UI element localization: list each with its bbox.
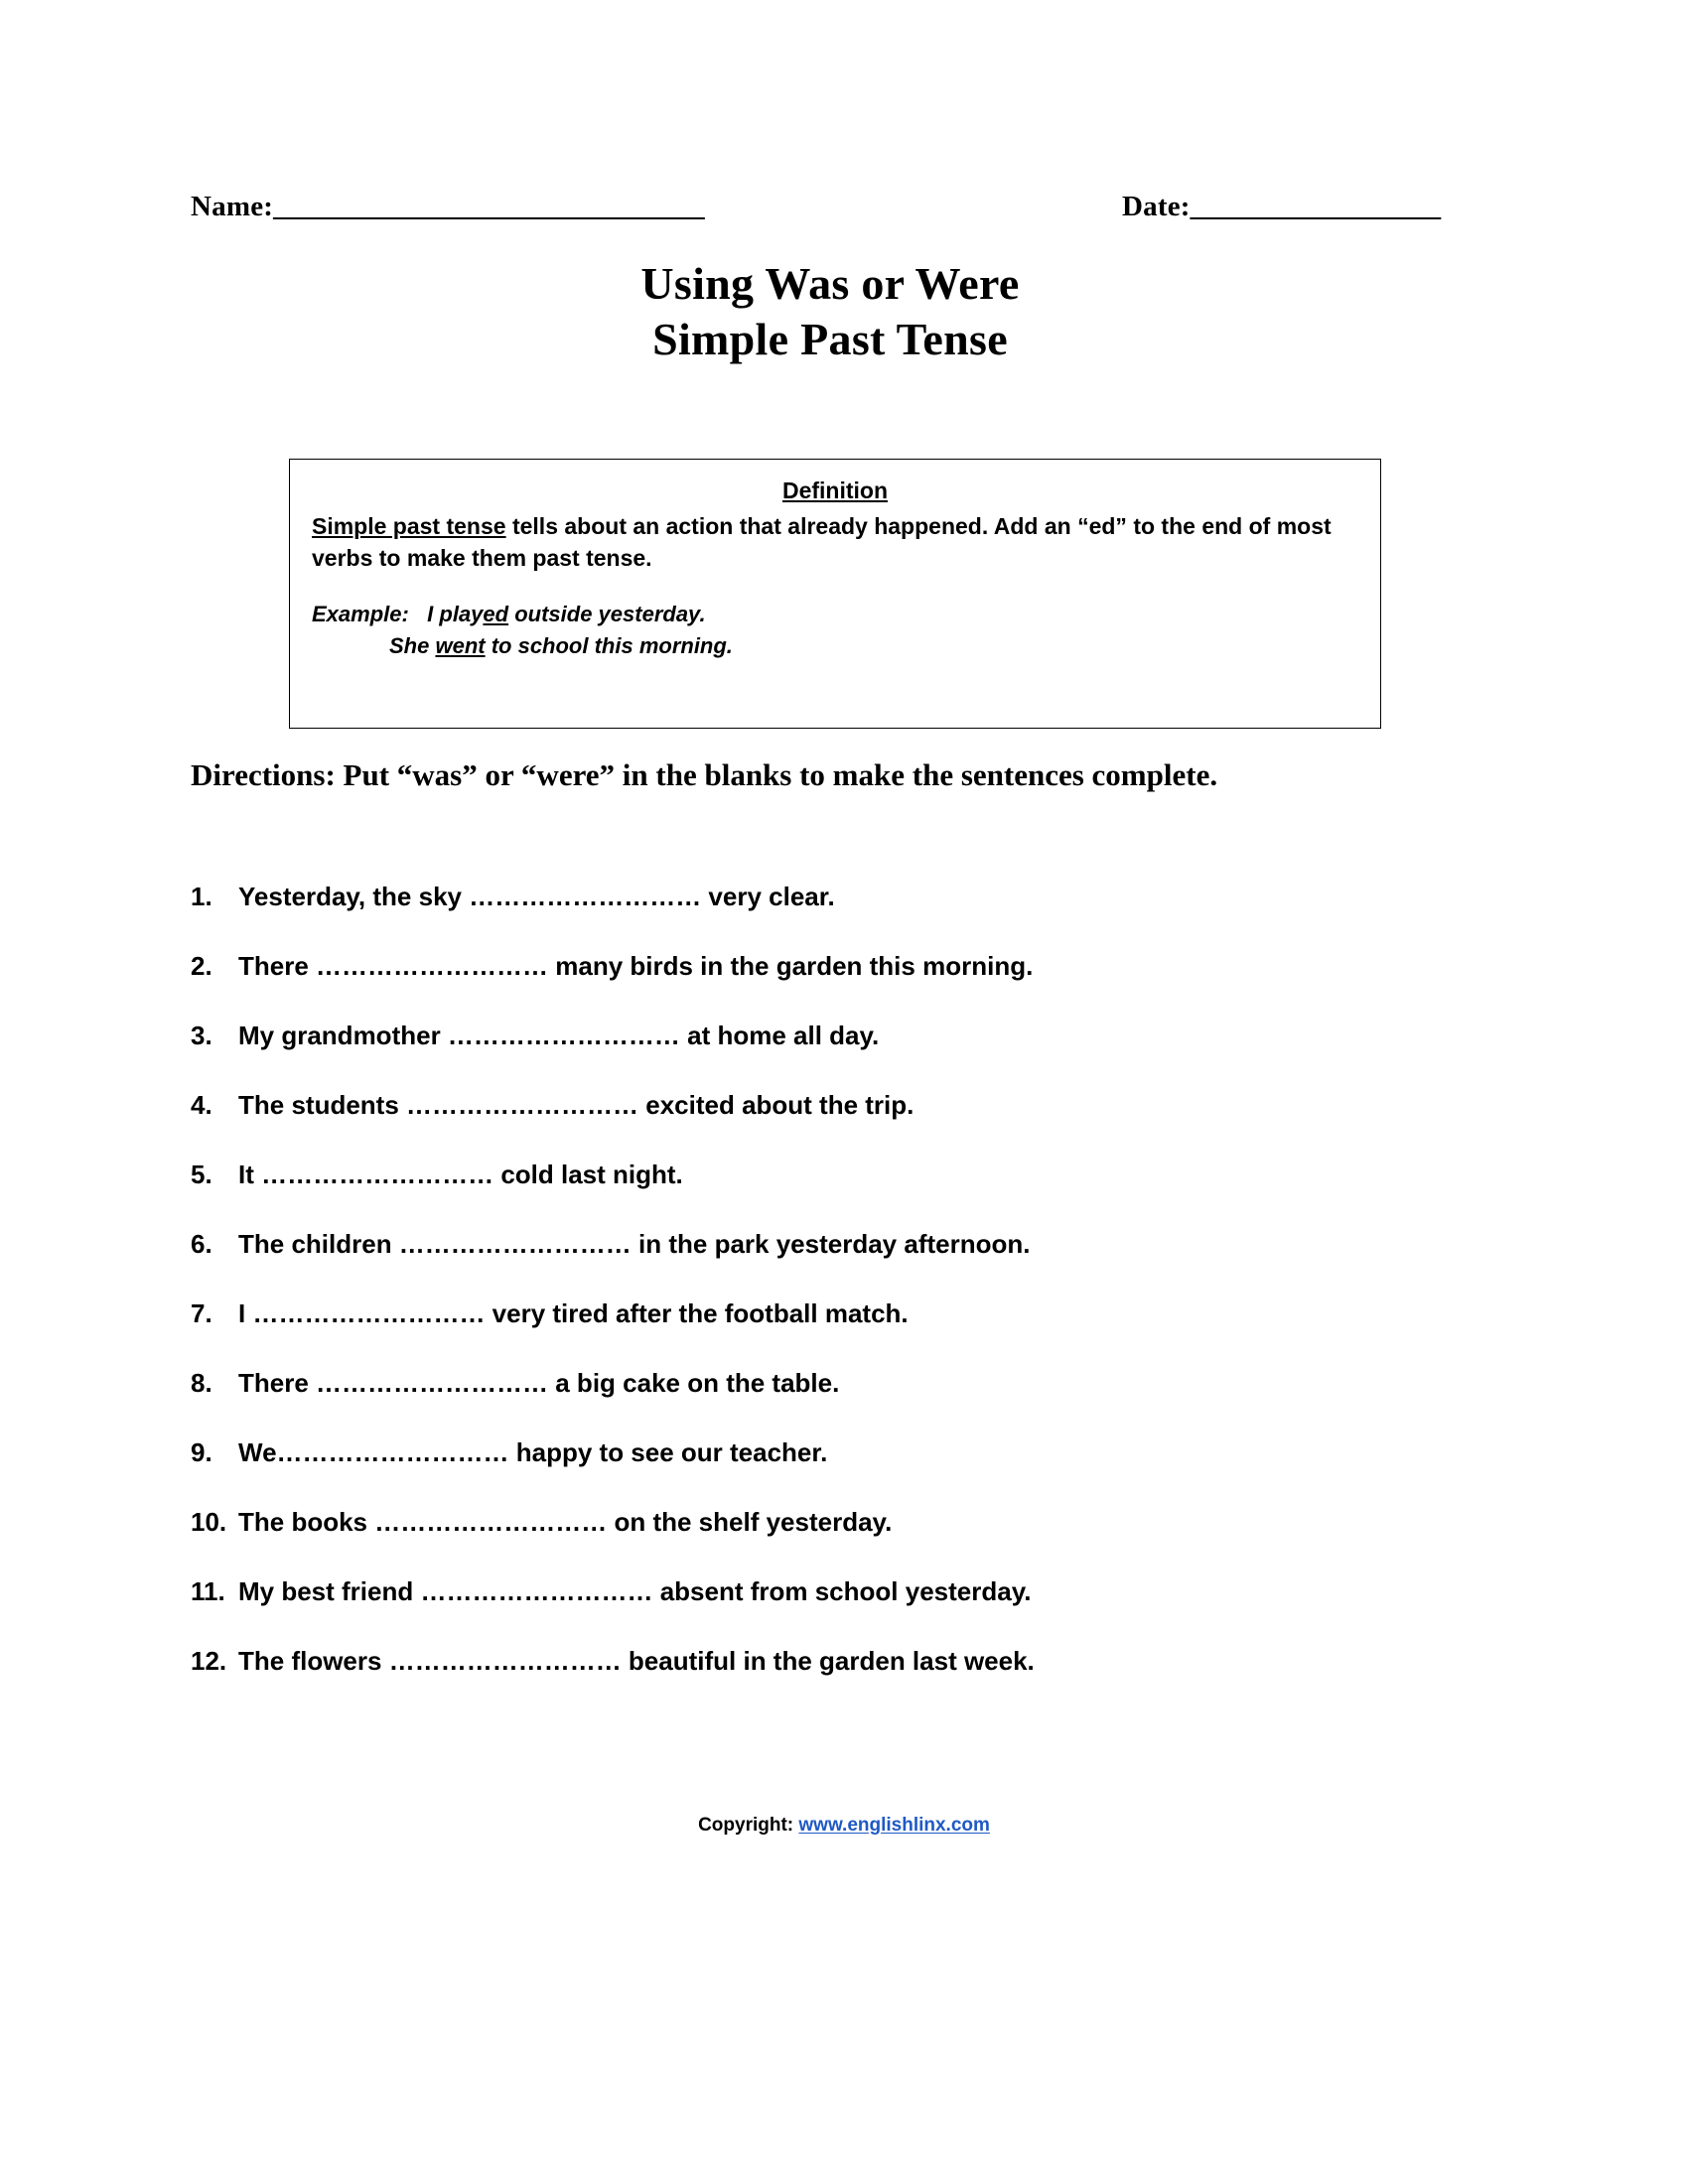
example-line-1: [312, 599, 1358, 629]
question-number: 11.: [191, 1576, 225, 1606]
question-text[interactable]: I ……………………… very tired after the football match.: [238, 1298, 909, 1328]
example-label: Example:: [312, 602, 409, 627]
definition-heading: Definition: [781, 478, 889, 503]
question-item: [191, 951, 1481, 1021]
question-number: 4.: [191, 1090, 212, 1120]
definition-body: [312, 511, 1358, 574]
question-item: [191, 882, 1481, 951]
title-line-1: Using Was or Were: [640, 258, 1020, 309]
example-1-post: outside yesterday.: [508, 602, 706, 627]
question-number: 6.: [191, 1229, 212, 1259]
name-blank-line[interactable]: _______________________________: [273, 191, 705, 222]
definition-examples: [312, 599, 1358, 660]
question-item: [191, 1160, 1481, 1229]
question-item: [191, 1298, 1481, 1368]
example-1-underlined: ed: [483, 602, 509, 627]
example-2-post: to school this morning.: [485, 632, 733, 658]
question-item: [191, 1368, 1481, 1437]
question-text[interactable]: The children ……………………… in the park yesterday afternoon.: [238, 1229, 1031, 1259]
question-text[interactable]: The books ……………………… on the shelf yesterday.: [238, 1507, 893, 1537]
footer-copyright: [0, 1815, 1688, 1837]
question-text[interactable]: The flowers ……………………… beautiful in the garden last week.: [238, 1646, 1035, 1676]
question-number: 10.: [191, 1507, 227, 1537]
question-text[interactable]: We……………………… happy to see our teacher.: [238, 1437, 828, 1467]
copyright-label: Copyright:: [698, 1815, 799, 1836]
directions-text: Directions: Put “was” or “were” in the blanks to make the sentences complete.: [191, 757, 1218, 792]
question-text[interactable]: My grandmother ……………………… at home all day.: [238, 1021, 880, 1050]
question-text[interactable]: My best friend ……………………… absent from school yesterday.: [238, 1576, 1032, 1606]
name-field-group: [191, 191, 704, 223]
englishlinx-link[interactable]: www.englishlinx.com: [798, 1815, 990, 1836]
example-1-pre: I play: [427, 602, 484, 627]
question-number: 9.: [191, 1437, 212, 1467]
date-label: Date:: [1122, 191, 1191, 222]
question-number: 12.: [191, 1646, 227, 1676]
question-item: [191, 1576, 1481, 1646]
question-text[interactable]: Yesterday, the sky ……………………… very clear.: [238, 882, 835, 911]
example-2-underlined: went: [435, 632, 486, 658]
name-date-row: [191, 191, 1470, 238]
definition-term: Simple past tense: [312, 513, 506, 539]
page-title: [191, 256, 1470, 367]
question-text[interactable]: There ……………………… a big cake on the table.: [238, 1368, 840, 1398]
questions-list: [191, 882, 1481, 1715]
question-item: [191, 1090, 1481, 1160]
question-text[interactable]: There ……………………… many birds in the garden this morning.: [238, 951, 1034, 981]
date-field-group: [1122, 191, 1441, 223]
example-line-2: [312, 630, 1358, 661]
question-item: [191, 1229, 1481, 1298]
date-blank-line[interactable]: __________________: [1190, 191, 1441, 222]
example-2-pre: She: [389, 632, 436, 658]
question-number: 7.: [191, 1298, 212, 1328]
name-label: Name:: [191, 191, 274, 222]
title-line-2: Simple Past Tense: [652, 314, 1008, 365]
question-item: [191, 1507, 1481, 1576]
question-number: 3.: [191, 1021, 212, 1050]
question-text[interactable]: It ……………………… cold last night.: [238, 1160, 683, 1189]
question-number: 1.: [191, 882, 212, 911]
question-text[interactable]: The students ……………………… excited about the trip.: [238, 1090, 914, 1120]
definition-body-rest: tells about an action that already happened. Add an “ed” to the end of most verbs to make them past tense.: [312, 513, 1332, 571]
question-number: 2.: [191, 951, 212, 981]
question-number: 5.: [191, 1160, 212, 1189]
question-item: [191, 1646, 1481, 1715]
question-item: [191, 1437, 1481, 1507]
question-number: 8.: [191, 1368, 212, 1398]
question-item: [191, 1021, 1481, 1090]
definition-box: [289, 459, 1381, 729]
